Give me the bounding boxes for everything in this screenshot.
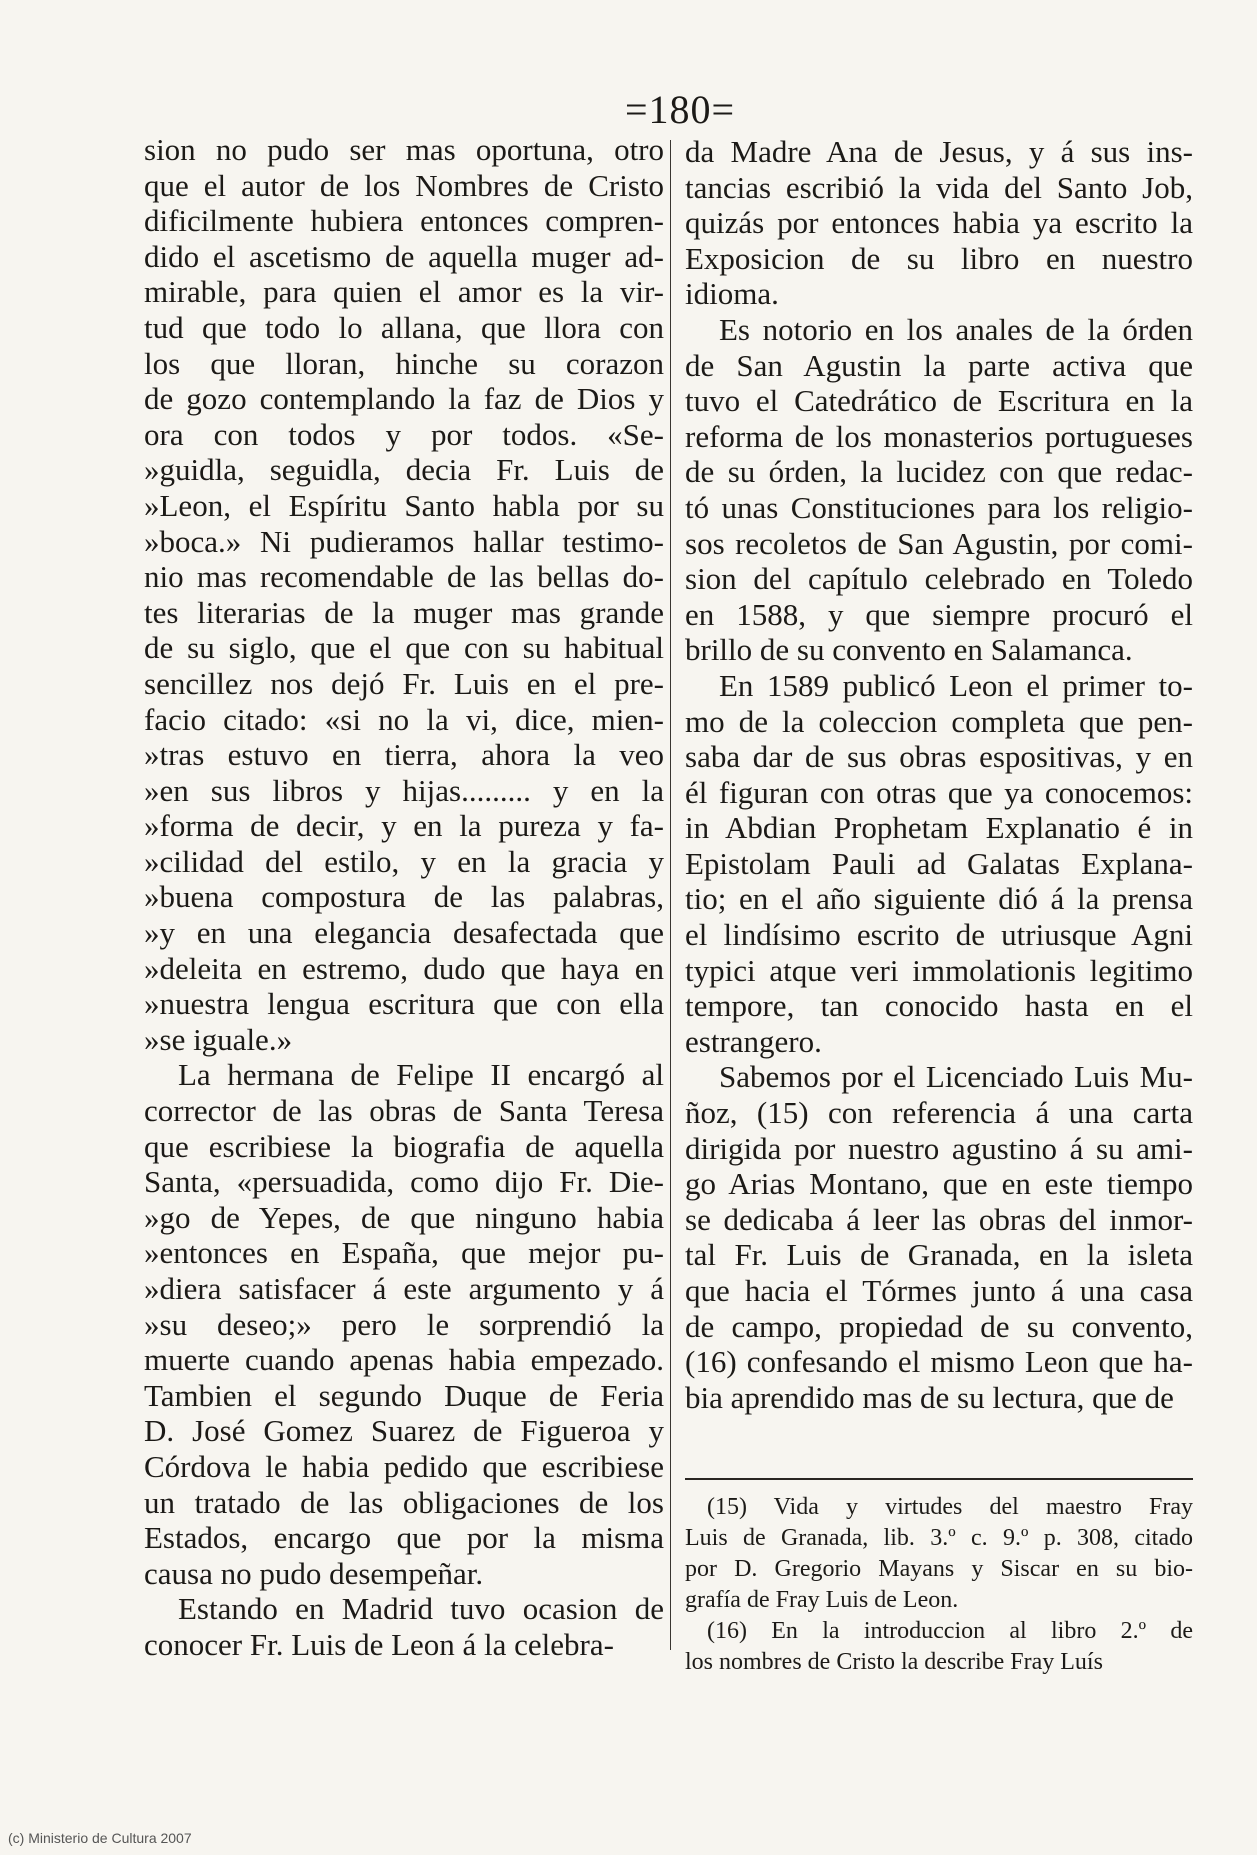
- text-line: estrangero.: [685, 1023, 822, 1059]
- text-line: reforma de los monasterios portugueses: [685, 418, 1193, 454]
- text-line: Estando en Madrid tuvo ocasion de: [178, 1591, 664, 1627]
- text-line: »y en una elegancia desafectada que: [144, 915, 664, 951]
- text-line: de San Agustin la parte activa que: [685, 347, 1193, 383]
- text-line: los que lloran, hinche su corazon: [144, 345, 664, 381]
- text-line: que escribiese la biografia de aquella: [144, 1128, 664, 1164]
- text-line: saba dar de sus obras espositivas, y en: [685, 739, 1193, 775]
- text-line: »nuestra lengua escritura que con ella: [144, 986, 664, 1022]
- text-line: Santa, «persuadida, como dijo Fr. Die-: [144, 1164, 664, 1200]
- text-line: conocer Fr. Luis de Leon á la celebra-: [144, 1626, 614, 1662]
- text-line: muerte cuando apenas habia empezado.: [144, 1342, 664, 1378]
- text-line: dirigida por nuestro agustino á su ami-: [685, 1130, 1193, 1166]
- text-line: go Arias Montano, que en este tiempo: [685, 1166, 1193, 1202]
- text-line: de su siglo, que el que con su habitual: [144, 630, 664, 666]
- text-line: tó unas Constituciones para los religio-: [685, 489, 1193, 525]
- text-line: »guidla, seguidla, decia Fr. Luis de: [144, 452, 664, 488]
- text-line: tancias escribió la vida del Santo Job,: [685, 169, 1193, 205]
- text-line: in Abdian Prophetam Explanatio é in: [685, 810, 1193, 846]
- text-line: Epistolam Pauli ad Galatas Explana-: [685, 845, 1193, 881]
- text-line: el lindísimo escrito de utriusque Agni: [685, 917, 1193, 953]
- text-line: ñoz, (15) con referencia á una carta: [685, 1095, 1193, 1131]
- text-line: un tratado de las obligaciones de los: [144, 1484, 664, 1520]
- text-line: »entonces en España, que mejor pu-: [144, 1235, 664, 1271]
- text-line: »go de Yepes, de que ninguno habia: [144, 1199, 664, 1235]
- text-line: Estados, encargo que por la misma: [144, 1520, 664, 1556]
- text-line: mirable, para quien el amor es la vir-: [144, 274, 664, 310]
- text-line: tud que todo lo allana, que llora con: [144, 309, 664, 345]
- text-line: tal Fr. Luis de Granada, en la isleta: [685, 1237, 1193, 1273]
- text-line: causa no pudo desempeñar.: [144, 1555, 484, 1591]
- text-line: sion no pudo ser mas oportuna, otro: [144, 132, 664, 167]
- text-line: (16) confesando el mismo Leon que ha-: [685, 1344, 1193, 1380]
- text-line: Es notorio en los anales de la órden: [719, 311, 1193, 347]
- page-number: =180=: [624, 87, 736, 132]
- text-line: En 1589 publicó Leon el primer to-: [719, 667, 1193, 703]
- text-line: quizás por entonces habia ya escrito la: [685, 205, 1193, 241]
- footnote-line: grafía de Fray Luis de Leon.: [685, 1587, 959, 1613]
- text-line: idioma.: [685, 276, 779, 312]
- text-line: de gozo contemplando la faz de Dios y: [144, 381, 664, 417]
- column-divider: [670, 140, 671, 1650]
- text-line: »deleita en estremo, dudo que haya en: [144, 950, 664, 986]
- copyright-credit: (c) Ministerio de Cultura 2007: [8, 1830, 192, 1846]
- text-line: facio citado: «si no la vi, dice, mien-: [144, 701, 664, 737]
- text-line: sos recoletos de San Agustin, por comi-: [685, 525, 1193, 561]
- footnote-line: por D. Gregorio Mayans y Siscar en su bio-: [685, 1556, 1193, 1582]
- text-line: bia aprendido mas de su lectura, que de: [685, 1379, 1174, 1415]
- text-line: »forma de decir, y en la pureza y fa-: [144, 808, 664, 844]
- text-line: Tambien el segundo Duque de Feria: [144, 1377, 664, 1413]
- text-line: tuvo el Catedrático de Escritura en la: [685, 383, 1193, 419]
- text-line: Córdova le habia pedido que escribiese: [144, 1448, 664, 1484]
- text-line: »buena compostura de las palabras,: [144, 879, 664, 915]
- footnote-line: los nombres de Cristo la describe Fray Luís: [685, 1649, 1103, 1675]
- text-line: »diera satisfacer á este argumento y á: [144, 1271, 664, 1306]
- text-line: »se iguale.»: [144, 1021, 293, 1057]
- text-line: Exposicion de su libro en nuestro: [685, 240, 1193, 276]
- text-line: en 1588, y que siempre procuró el: [685, 596, 1193, 632]
- text-line: D. José Gomez Suarez de Figueroa y: [144, 1413, 664, 1449]
- footnote-rule: [685, 1478, 1193, 1480]
- text-line: dificilmente hubiera entonces compren-: [144, 203, 664, 239]
- text-line: de campo, propiedad de su convento,: [685, 1308, 1193, 1344]
- text-line: tio; en el año siguiente dió á la prensa: [685, 881, 1193, 917]
- footnotes: [685, 1492, 1193, 1678]
- text-line: La hermana de Felipe II encargó al: [178, 1057, 664, 1093]
- footnote-line: (15) Vida y virtudes del maestro Fray: [707, 1494, 1193, 1520]
- text-line: brillo de su convento en Salamanca.: [685, 632, 1133, 668]
- text-line: typici atque veri immolationis legitimo: [685, 952, 1193, 988]
- text-line: »Leon, el Espíritu Santo habla por su: [144, 487, 664, 523]
- text-line: sencillez nos dejó Fr. Luis en el pre-: [144, 665, 664, 701]
- text-line: tempore, tan conocido hasta en el: [685, 988, 1193, 1024]
- text-line: »en sus libros y hijas......... y en la: [144, 772, 664, 808]
- text-line: »cilidad del estilo, y en la gracia y: [144, 843, 664, 879]
- text-line: él figuran con otras que ya conocemos:: [685, 774, 1193, 810]
- text-line: que el autor de los Nombres de Cristo: [144, 167, 664, 203]
- text-line: da Madre Ana de Jesus, y á sus ins-: [685, 134, 1193, 169]
- text-line: tes literarias de la muger mas grande: [144, 594, 664, 630]
- text-line: nio mas recomendable de las bellas do-: [144, 559, 664, 595]
- footnote-line: (16) En la introduccion al libro 2.º de: [707, 1618, 1193, 1644]
- text-line: dido el ascetismo de aquella muger ad-: [144, 238, 664, 274]
- text-line: Sabemos por el Licenciado Luis Mu-: [719, 1059, 1193, 1095]
- text-line: se dedicaba á leer las obras del inmor-: [685, 1201, 1193, 1237]
- text-line: de su órden, la lucidez con que redac-: [685, 454, 1193, 490]
- left-text-column: [144, 132, 664, 1663]
- text-line: »tras estuvo en tierra, ahora la veo: [144, 737, 664, 773]
- footnote-line: Luis de Granada, lib. 3.º c. 9.º p. 308, citado: [685, 1525, 1193, 1551]
- text-line: ora con todos y por todos. «Se-: [144, 416, 664, 452]
- text-line: corrector de las obras de Santa Teresa: [144, 1093, 664, 1129]
- right-text-column: [685, 134, 1193, 1415]
- text-line: sion del capítulo celebrado en Toledo: [685, 561, 1193, 597]
- text-line: que hacia el Tórmes junto á una casa: [685, 1273, 1193, 1308]
- text-line: mo de la coleccion completa que pen-: [685, 703, 1193, 739]
- text-line: »boca.» Ni pudieramos hallar testimo-: [144, 523, 664, 559]
- text-line: »su deseo;» pero le sorprendió la: [144, 1306, 664, 1342]
